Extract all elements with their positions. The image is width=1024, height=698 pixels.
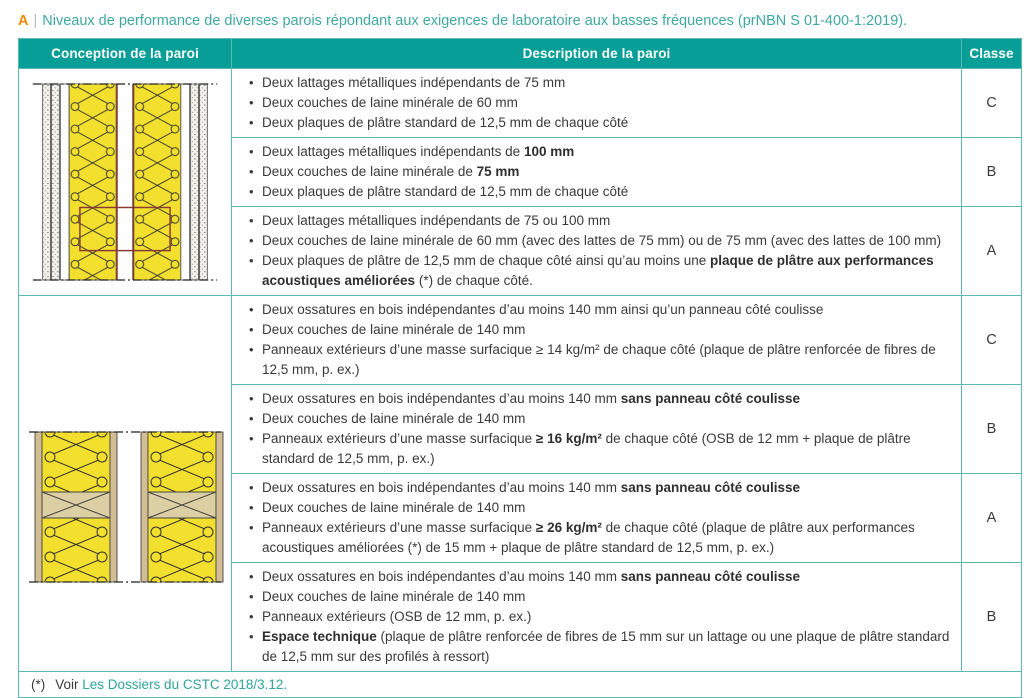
description-bullet: • Deux couches de laine minérale de 140 mm — [262, 409, 953, 429]
gypsum-board-layer — [52, 84, 60, 280]
table-header — [19, 39, 1022, 69]
title-text: Niveaux de performance de diverses parois répondant aux exigences de laboratoire aux basses fréquences (prNBN S 01-400-1:2019). — [42, 13, 908, 29]
description-bullet: • Deux ossatures en bois indépendantes d’au moins 140 mm sans panneau côté coulisse — [262, 567, 953, 587]
description-bullet: • Deux couches de laine minérale de 140 mm — [262, 320, 953, 340]
wood-panel-layer — [110, 432, 117, 582]
wood-panel-layer — [216, 432, 223, 582]
classe-value: A — [962, 207, 1022, 296]
wood-frame-wall-cell — [19, 296, 232, 672]
description-bullet: • Espace technique (plaque de plâtre renforcée de fibres de 15 mm sur un lattage ou une plaque de plâtre standard de 12,5 mm sur des profilés à ressort) — [262, 627, 953, 667]
description-bullet-list — [242, 211, 953, 291]
description-bullet: • Deux lattages métalliques indépendants de 100 mm — [262, 142, 953, 162]
description-bullet: • Deux plaques de plâtre standard de 12,5 mm de chaque côté — [262, 182, 953, 202]
description-bullet: • Deux lattages métalliques indépendants de 75 mm — [262, 73, 953, 93]
description-bullet: • Deux couches de laine minérale de 75 mm — [262, 162, 953, 182]
description-bullet: • Deux couches de laine minérale de 60 mm (avec des lattes de 75 mm) ou de 75 mm (avec des lattes de 100 mm) — [262, 231, 953, 251]
description-bullet: • Panneaux extérieurs d’une masse surfacique ≥ 26 kg/m² de chaque côté (plaque de plâtre aux performances acoustiques améliorées (*) de 15 mm + plaque de plâtre standard de 12,5 mm, p. ex.) — [262, 518, 953, 558]
classe-value: A — [962, 474, 1022, 563]
description-bullet: • Deux couches de laine minérale de 140 mm — [262, 498, 953, 518]
description-bullet: • Deux ossatures en bois indépendantes d’au moins 140 mm sans panneau côté coulisse — [262, 389, 953, 409]
performance-table — [18, 38, 1022, 698]
wood-frame-wall-diagram — [25, 422, 225, 592]
description-cell — [232, 474, 962, 563]
footnote-link[interactable]: Les Dossiers du CSTC 2018/3.12. — [82, 677, 288, 692]
description-cell — [232, 385, 962, 474]
column-header-classe: Classe — [962, 39, 1022, 69]
description-bullet: • Panneaux extérieurs (OSB de 12 mm, p. ex.) — [262, 607, 953, 627]
column-header-description: Description de la paroi — [232, 39, 962, 69]
classe-value: B — [962, 385, 1022, 474]
footnote-cell — [19, 672, 1022, 698]
footnote-marker: (*) — [31, 677, 46, 692]
description-bullet-list — [242, 142, 953, 202]
description-cell — [232, 563, 962, 672]
description-cell — [232, 207, 962, 296]
title-separator: | — [33, 13, 38, 29]
classe-value: C — [962, 296, 1022, 385]
description-cell — [232, 296, 962, 385]
table-row — [19, 296, 1022, 385]
metal-lattage-layer — [60, 84, 69, 280]
description-bullet: • Deux ossatures en bois indépendantes d’au moins 140 mm ainsi qu’un panneau côté coulisse — [262, 300, 953, 320]
gypsum-board-layer — [43, 84, 51, 280]
description-bullet-list — [242, 73, 953, 133]
gypsum-board-layer — [199, 84, 207, 280]
description-bullet-list — [242, 389, 953, 469]
description-bullet: • Deux plaques de plâtre de 12,5 mm de chaque côté ainsi qu’au moins une plaque de plâtre aux performances acoustiques améliorées (*) de chaque côté. — [262, 251, 953, 291]
description-bullet: • Deux couches de laine minérale de 140 mm — [262, 587, 953, 607]
figure-title — [18, 11, 1021, 31]
description-cell — [232, 69, 962, 138]
description-bullet: • Deux lattages métalliques indépendants de 75 ou 100 mm — [262, 211, 953, 231]
metal-lattage-layer — [181, 84, 190, 280]
description-bullet-list — [242, 300, 953, 380]
description-bullet: • Deux ossatures en bois indépendantes d’au moins 140 mm sans panneau côté coulisse — [262, 478, 953, 498]
description-bullet-list — [242, 567, 953, 667]
wood-panel-layer — [35, 432, 42, 582]
metal-stud-wall-cell — [19, 69, 232, 296]
description-bullet: • Panneaux extérieurs d’une masse surfacique ≥ 14 kg/m² de chaque côté (plaque de plâtre renforcée de fibres de 12,5 mm, p. ex.) — [262, 340, 953, 380]
metal-stud-wall-diagram — [27, 74, 223, 290]
description-bullet: • Panneaux extérieurs d’une masse surfacique ≥ 16 kg/m² de chaque côté (OSB de 12 mm + plaque de plâtre standard de 12,5 mm, p. ex.) — [262, 429, 953, 469]
table-body — [19, 69, 1022, 672]
classe-value: B — [962, 138, 1022, 207]
figure-index-label: A — [18, 13, 29, 29]
wood-panel-layer — [141, 432, 148, 582]
description-cell — [232, 138, 962, 207]
table-row — [19, 69, 1022, 138]
footnote-row — [19, 672, 1022, 698]
description-bullet: • Deux couches de laine minérale de 60 mm — [262, 93, 953, 113]
column-header-conception: Conception de la paroi — [19, 39, 232, 69]
classe-value: C — [962, 69, 1022, 138]
gypsum-board-layer — [191, 84, 199, 280]
description-bullet: • Deux plaques de plâtre standard de 12,5 mm de chaque côté — [262, 113, 953, 133]
classe-value: B — [962, 563, 1022, 672]
footnote-prefix: Voir — [55, 677, 79, 692]
description-bullet-list — [242, 478, 953, 558]
